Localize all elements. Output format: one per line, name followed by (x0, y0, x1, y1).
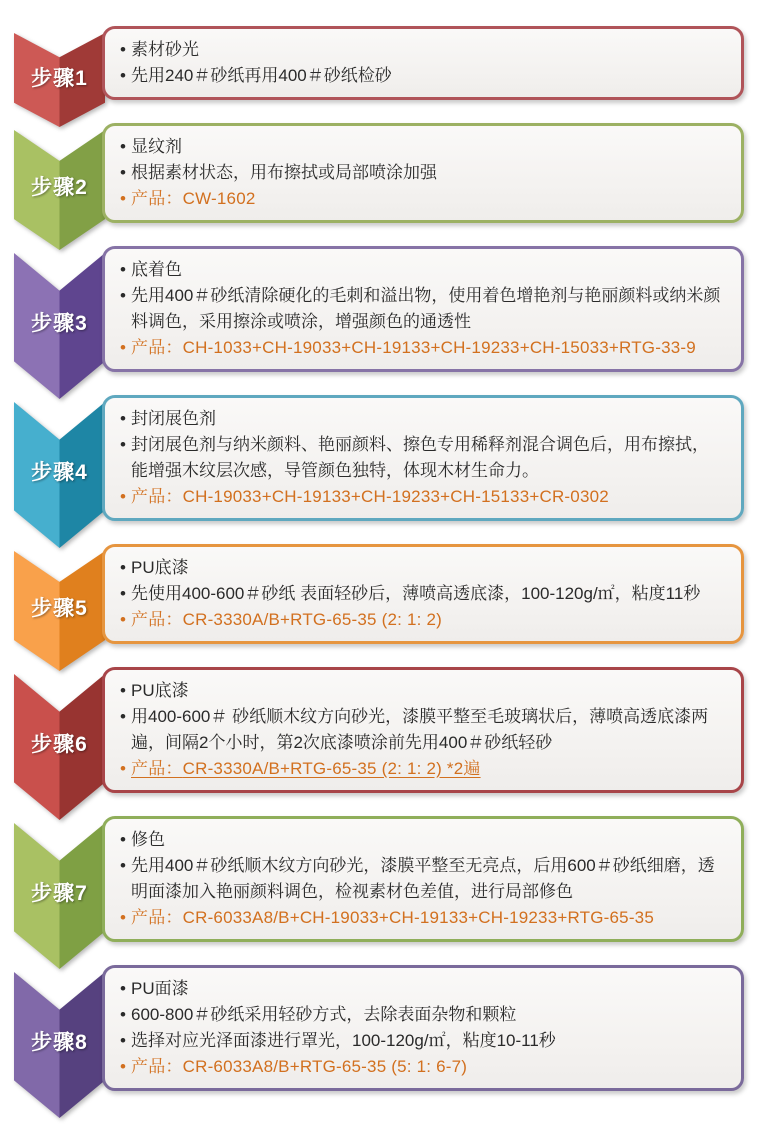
bullet-item (120, 704, 725, 756)
step-arrow (14, 130, 105, 250)
step-row (14, 965, 744, 1091)
bullet-item (120, 581, 725, 607)
bullet-icon: • (120, 908, 126, 927)
bullet-item (120, 37, 725, 63)
bullet-item (120, 1028, 725, 1054)
product-text (131, 1054, 725, 1080)
product-text (131, 335, 725, 361)
step-row (14, 395, 744, 521)
bullet-item (120, 160, 725, 186)
step-arrow (14, 823, 105, 969)
product-prefix: 产品： (131, 189, 183, 208)
bullet-text: 先用400＃砂纸清除硬化的毛刺和溢出物，使用着色增艳剂与艳丽颜料或纳米颜料调色，采用擦涂或喷涂，增强颜色的通透性 (131, 286, 721, 331)
step-arrow (14, 972, 105, 1118)
step-card (102, 246, 744, 372)
step-card (102, 544, 744, 644)
bullet-text: 根据素材状态，用布擦拭或局部喷涂加强 (131, 163, 437, 182)
product-code: CH-1033+CH-19033+CH-19133+CH-19233+CH-15033+RTG-33-9 (182, 338, 696, 357)
bullet-text: 先用240＃砂纸再用400＃砂纸检砂 (131, 66, 392, 85)
bullet-text: 先用400＃砂纸顺木纹方向砂光，漆膜平整至无亮点，后用600＃砂纸细磨，透明面漆加入艳丽颜料调色，检视素材色差值，进行局部修色 (131, 856, 715, 901)
bullet-icon: • (120, 409, 126, 428)
product-code: CH-19033+CH-19133+CH-19233+CH-15133+CR-0302 (182, 487, 609, 506)
step-row (14, 123, 744, 223)
product-prefix: 产品： (131, 908, 183, 927)
bullet-icon: • (120, 979, 126, 998)
bullet-icon: • (120, 163, 126, 182)
bullet-item (120, 63, 725, 89)
product-line (120, 756, 725, 782)
bullet-text: 用400-600＃ 砂纸顺木纹方向砂光，漆膜平整至毛玻璃状后，薄喷高透底漆两遍，间隔2个小时，第2次底漆喷涂前先用400＃砂纸轻砂 (131, 707, 709, 752)
product-line (120, 186, 725, 212)
step-row (14, 816, 744, 942)
step-arrow (14, 551, 105, 671)
bullet-item (120, 432, 725, 484)
bullet-icon: • (120, 338, 126, 357)
step-label: 步骤2 (31, 176, 88, 200)
bullet-text: PU底漆 (131, 681, 189, 700)
bullet-icon: • (120, 584, 126, 603)
bullet-item (120, 678, 725, 704)
product-code: CR-3330A/B+RTG-65-35 (2: 1: 2) *2遍 (182, 759, 481, 778)
bullet-text: 先使用400-600＃砂纸 表面轻砂后，薄喷高透底漆，100-120g/㎡，粘度11秒 (131, 584, 701, 603)
step-label: 步骤1 (31, 67, 88, 91)
bullet-icon: • (120, 830, 126, 849)
bullet-text: 600-800＃砂纸采用轻砂方式，去除表面杂物和颗粒 (131, 1005, 517, 1024)
product-line (120, 1054, 725, 1080)
bullet-item (120, 406, 725, 432)
bullet-icon: • (120, 707, 126, 726)
product-code: CR-6033A8/B+RTG-65-35 (5: 1: 6-7) (182, 1057, 468, 1076)
step-arrow (14, 33, 105, 127)
bullet-text: 显纹剂 (131, 137, 182, 156)
bullet-item (120, 976, 725, 1002)
product-code: CR-6033A8/B+CH-19033+CH-19133+CH-19233+RTG-65-35 (182, 908, 654, 927)
bullet-item (120, 257, 725, 283)
product-text (131, 905, 725, 931)
product-prefix: 产品： (131, 1057, 183, 1076)
product-prefix: 产品： (131, 487, 183, 506)
step-label: 步骤4 (31, 460, 88, 484)
step-row (14, 26, 744, 100)
bullet-text: PU底漆 (131, 558, 189, 577)
bullet-text: 底着色 (131, 260, 182, 279)
step-arrow (14, 674, 105, 820)
bullet-icon: • (120, 286, 126, 305)
bullet-icon: • (120, 610, 126, 629)
bullet-icon: • (120, 1005, 126, 1024)
bullet-icon: • (120, 137, 126, 156)
bullet-icon: • (120, 856, 126, 875)
step-row (14, 667, 744, 793)
bullet-icon: • (120, 759, 126, 778)
product-prefix: 产品： (131, 759, 183, 778)
product-code: CR-3330A/B+RTG-65-35 (2: 1: 2) (182, 610, 442, 629)
product-text (131, 484, 725, 510)
step-label: 步骤3 (31, 311, 88, 335)
bullet-icon: • (120, 40, 126, 59)
bullet-item (120, 827, 725, 853)
bullet-icon: • (120, 435, 126, 454)
bullet-text: 素材砂光 (131, 40, 199, 59)
step-label: 步骤5 (31, 597, 88, 621)
bullet-text: 封闭展色剂 (131, 409, 216, 428)
product-line (120, 484, 725, 510)
bullet-item (120, 283, 725, 335)
bullet-icon: • (120, 1057, 126, 1076)
step-row (14, 246, 744, 372)
bullet-icon: • (120, 189, 126, 208)
bullet-item (120, 1002, 725, 1028)
product-code: CW-1602 (182, 189, 256, 208)
step-arrow (14, 402, 105, 548)
bullet-text: 封闭展色剂与纳米颜料、艳丽颜料、擦色专用稀释剂混合调色后，用布擦拭，能增强木纹层次感，导管颜色独特，体现木材生命力。 (131, 435, 709, 480)
step-label: 步骤7 (31, 881, 88, 905)
product-line (120, 607, 725, 633)
step-card (102, 816, 744, 942)
product-prefix: 产品： (131, 338, 183, 357)
step-label: 步骤6 (31, 732, 88, 756)
bullet-icon: • (120, 260, 126, 279)
step-card (102, 965, 744, 1091)
step-arrow (14, 253, 105, 399)
product-line (120, 335, 725, 361)
bullet-icon: • (120, 1031, 126, 1050)
product-text (131, 756, 725, 782)
product-text (131, 186, 725, 212)
bullet-icon: • (120, 66, 126, 85)
bullet-text: PU面漆 (131, 979, 189, 998)
bullet-icon: • (120, 487, 126, 506)
bullet-icon: • (120, 558, 126, 577)
bullet-item (120, 853, 725, 905)
step-row (14, 544, 744, 644)
product-text (131, 607, 725, 633)
product-line (120, 905, 725, 931)
step-label: 步骤8 (31, 1030, 88, 1054)
bullet-item (120, 555, 725, 581)
step-card (102, 395, 744, 521)
step-card (102, 667, 744, 793)
step-card (102, 26, 744, 100)
bullet-icon: • (120, 681, 126, 700)
bullet-item (120, 134, 725, 160)
step-card (102, 123, 744, 223)
bullet-text: 修色 (131, 830, 165, 849)
product-prefix: 产品： (131, 610, 183, 629)
bullet-text: 选择对应光泽面漆进行罩光，100-120g/㎡，粘度10-11秒 (131, 1031, 556, 1050)
